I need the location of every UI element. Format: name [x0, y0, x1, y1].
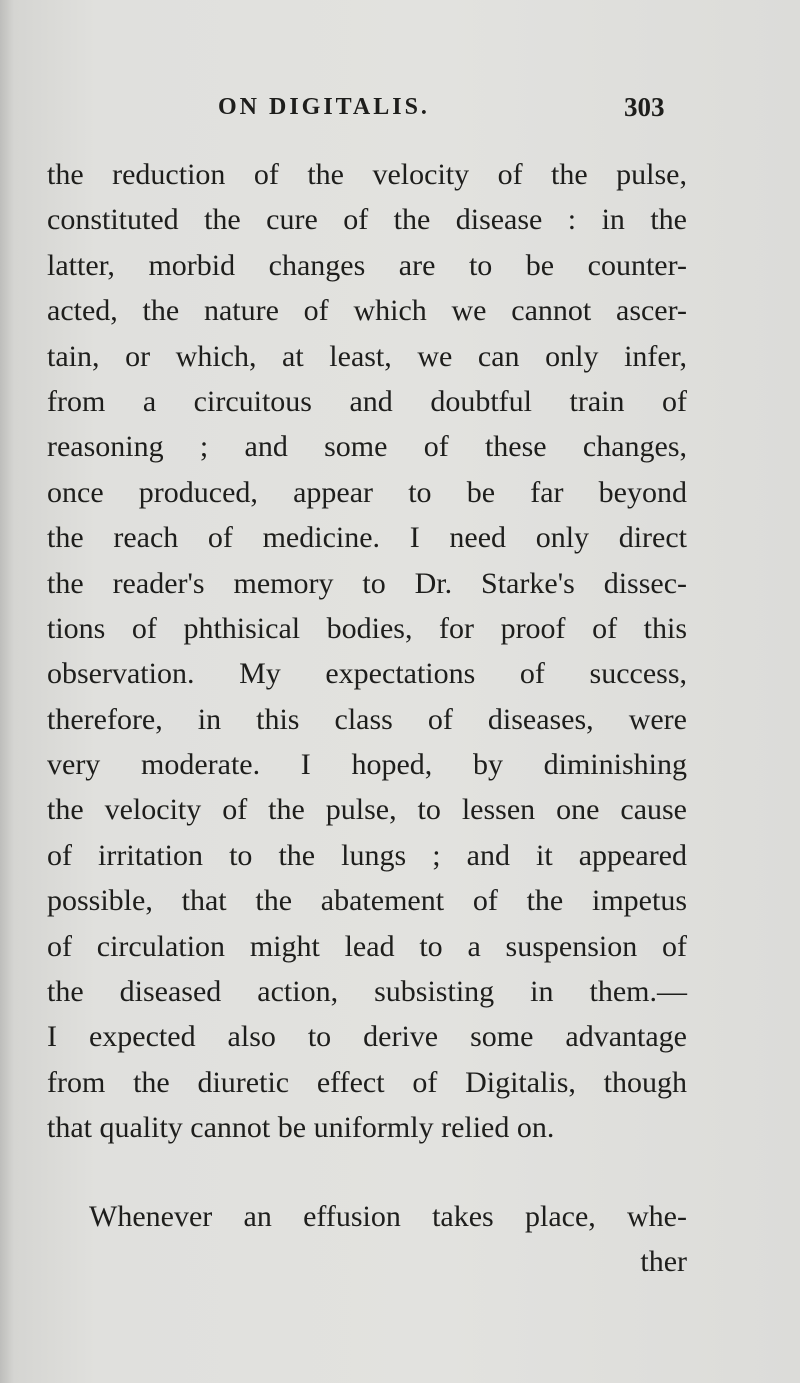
text-line: constituted the cure of the disease : in the	[47, 203, 687, 237]
text-line: of circulation might lead to a suspension of	[47, 929, 687, 963]
running-head	[0, 94, 800, 134]
text-line: I expected also to derive some advantage	[47, 1020, 687, 1054]
running-title: ON DIGITALIS.	[218, 94, 430, 120]
catchword: ther	[640, 1245, 687, 1279]
text-line: therefore, in this class of diseases, were	[47, 702, 687, 736]
text-line: once produced, appear to be far beyond	[47, 475, 687, 509]
paragraph-1	[47, 152, 687, 1151]
text-line: acted, the nature of which we cannot ascer-	[47, 294, 687, 328]
text-line: latter, morbid changes are to be counter-	[47, 248, 687, 282]
text-line: the reader's memory to Dr. Starke's dissec-	[47, 566, 687, 600]
text-line: reasoning ; and some of these changes,	[47, 430, 687, 464]
text-line: observation. My expectations of success,	[47, 657, 687, 691]
paragraph-2	[47, 1194, 687, 1285]
text-line: possible, that the abatement of the impetus	[47, 884, 687, 918]
page-number: 303	[624, 92, 665, 122]
text-line: from the diuretic effect of Digitalis, though	[47, 1065, 687, 1099]
text-line: very moderate. I hoped, by diminishing	[47, 748, 687, 782]
text-line: the velocity of the pulse, to lessen one cause	[47, 793, 687, 827]
text-line: tions of phthisical bodies, for proof of this	[47, 611, 687, 645]
text-line: of irritation to the lungs ; and it appeared	[47, 838, 687, 872]
text-line: from a circuitous and doubtful train of	[47, 384, 687, 418]
text-line: the reduction of the velocity of the pulse,	[47, 158, 687, 191]
text-line: that quality cannot be uniformly relied on.	[47, 1111, 555, 1145]
page-shadow	[0, 0, 14, 1383]
text-line: tain, or which, at least, we can only infer,	[47, 339, 687, 373]
text-line: the reach of medicine. I need only direct	[47, 521, 687, 555]
text-line: Whenever an effusion takes place, whe-	[89, 1200, 687, 1233]
text-line: the diseased action, subsisting in them.—	[47, 975, 687, 1009]
